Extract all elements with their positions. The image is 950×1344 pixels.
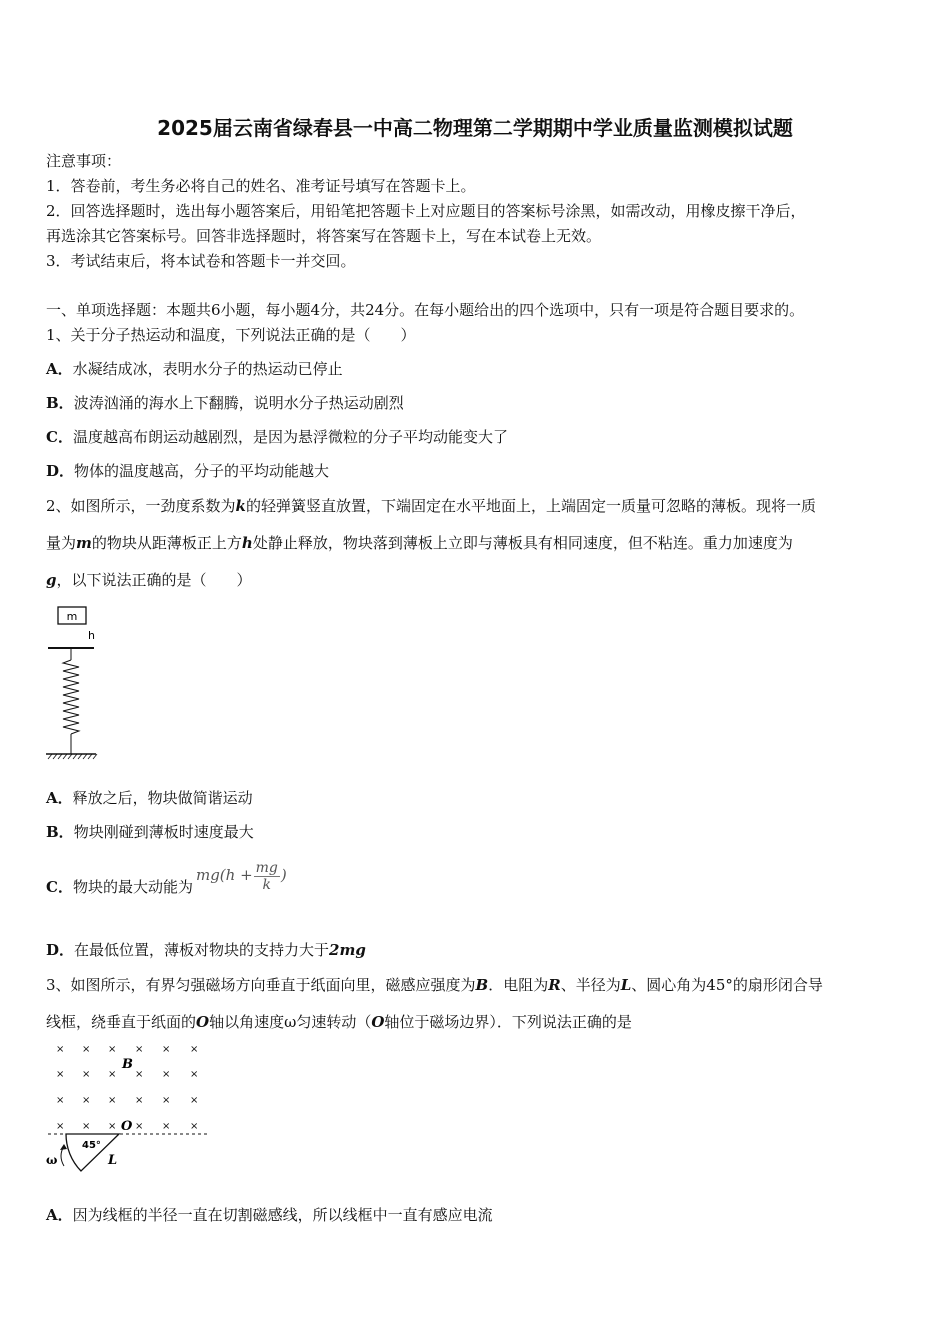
height-label: h <box>88 629 95 642</box>
stem-text: 、半径为 <box>560 976 621 994</box>
spring-coil <box>63 660 79 734</box>
question-2-option-b <box>46 822 254 842</box>
svg-text:×: × <box>108 1069 117 1080</box>
svg-text:×: × <box>108 1095 117 1106</box>
option-letter: A． <box>46 1206 73 1224</box>
option-letter: D． <box>46 462 75 480</box>
stem-text: ．电阻为 <box>488 976 549 994</box>
variable-h: h <box>241 534 253 552</box>
svg-text:×: × <box>162 1095 171 1106</box>
option-text: 波涛汹涌的海水上下翻腾，说明水分子热运动剧烈 <box>73 394 404 412</box>
answer-value: 2mg <box>329 941 366 959</box>
stem-text: 2、如图所示，一劲度系数为 <box>46 497 236 515</box>
fraction-numerator: mg <box>255 859 278 876</box>
svg-text:×: × <box>56 1044 65 1055</box>
question-3-stem-line2 <box>46 1012 632 1032</box>
variable-r: R <box>548 976 561 994</box>
spring-figure <box>44 604 104 764</box>
option-letter: B． <box>46 394 74 412</box>
magnetic-field-figure <box>44 1038 214 1173</box>
svg-text:×: × <box>190 1069 199 1080</box>
variable-o: O <box>196 1013 210 1031</box>
formula <box>195 859 287 893</box>
option-text: 水凝结成冰，表明水分子的热运动已停止 <box>72 360 343 378</box>
svg-text:×: × <box>56 1095 65 1106</box>
notice-heading: 注意事项： <box>46 152 122 170</box>
stem-text: 、圆心角为45°的扇形闭合导 <box>631 976 823 994</box>
question-1-option-d <box>46 461 329 481</box>
fraction <box>254 860 280 893</box>
svg-text:×: × <box>162 1121 171 1132</box>
axis-label-o: O <box>121 1119 133 1134</box>
notice-item: 2．回答选择题时，选出每小题答案后，用铅笔把答题卡上对应题目的答案标号涂黑，如需改动，用橡皮擦干净后， <box>46 202 806 220</box>
svg-text:×: × <box>190 1121 199 1132</box>
formula-suffix: ) <box>280 866 287 884</box>
question-1-option-b <box>46 393 404 413</box>
stem-text: 轴以角速度ω匀速转动（ <box>209 1013 372 1031</box>
option-text: 因为线框的半径一直在切割磁感线，所以线框中一直有感应电流 <box>72 1206 493 1224</box>
svg-text:×: × <box>135 1044 144 1055</box>
stem-text: 3、如图所示，有界匀强磁场方向垂直于纸面向里，磁感应强度为 <box>46 976 476 994</box>
notice-item: 再选涂其它答案标号。回答非选择题时，将答案写在答题卡上，写在本试卷上无效。 <box>46 227 602 245</box>
question-2-stem-line1 <box>46 496 816 516</box>
svg-text:×: × <box>108 1121 117 1132</box>
svg-text:×: × <box>56 1121 65 1132</box>
mass-label: m <box>66 610 78 623</box>
question-2-stem-line2 <box>46 533 793 553</box>
stem-text: 轴位于磁场边界）．下列说法正确的是 <box>384 1013 632 1031</box>
question-2-option-c <box>46 859 287 910</box>
option-letter: B． <box>46 823 74 841</box>
svg-text:×: × <box>135 1069 144 1080</box>
option-letter: C． <box>46 428 73 446</box>
variable-k: k <box>235 497 246 515</box>
notice-item: 3．考试结束后，将本试卷和答题卡一并交回。 <box>46 252 356 270</box>
svg-text:×: × <box>82 1044 91 1055</box>
option-text: 释放之后，物块做简谐运动 <box>72 789 253 807</box>
question-2-option-d <box>46 940 366 960</box>
svg-text:×: × <box>162 1044 171 1055</box>
question-2-stem-line3 <box>46 570 252 590</box>
rotation-arrow-head <box>60 1144 67 1150</box>
section-heading: 一、单项选择题：本题共6小题，每小题4分，共24分。在每小题给出的四个选项中，只有一项是符合题目要求的。 <box>46 301 805 319</box>
svg-text:×: × <box>82 1069 91 1080</box>
variable-o: O <box>371 1013 385 1031</box>
variable-b: B <box>475 976 489 994</box>
option-text: 物体的温度越高，分子的平均动能越大 <box>74 462 330 480</box>
option-text: 物块的最大动能为 <box>72 878 193 896</box>
svg-text:×: × <box>56 1069 65 1080</box>
svg-text:×: × <box>135 1095 144 1106</box>
question-1-stem: 1、关于分子热运动和温度，下列说法正确的是（ ） <box>46 326 416 344</box>
stem-text: 线框，绕垂直于纸面的 <box>46 1013 197 1031</box>
svg-text:×: × <box>162 1069 171 1080</box>
option-text: 物块刚碰到薄板时速度最大 <box>73 823 254 841</box>
svg-text:×: × <box>108 1044 117 1055</box>
svg-text:×: × <box>190 1044 199 1055</box>
variable-l: L <box>620 976 632 994</box>
svg-text:×: × <box>190 1095 199 1106</box>
question-3-stem-line1 <box>46 975 823 995</box>
stem-text: 量为 <box>46 534 77 552</box>
stem-text: 的轻弹簧竖直放置，下端固定在水平地面上，上端固定一质量可忽略的薄板。现将一质 <box>245 497 816 515</box>
stem-text: 处静止释放，物块落到薄板上立即与薄板具有相同速度，但不粘连。重力加速度为 <box>252 534 793 552</box>
fraction-denominator: k <box>262 876 272 893</box>
formula-prefix: mg(h + <box>195 866 253 884</box>
stem-text: 的物块从距薄板正上方 <box>91 534 242 552</box>
stem-text: ，以下说法正确的是（ ） <box>56 571 252 589</box>
question-1-option-a <box>46 359 343 379</box>
variable-g: g <box>46 571 57 589</box>
notice-item: 1．答卷前，考生务必将自己的姓名、准考证号填写在答题卡上。 <box>46 177 476 195</box>
svg-text:×: × <box>82 1095 91 1106</box>
radius-label-l: L <box>108 1153 118 1168</box>
option-letter: A． <box>46 360 73 378</box>
svg-text:×: × <box>135 1121 144 1132</box>
variable-m: m <box>76 534 92 552</box>
option-letter: C． <box>46 878 73 896</box>
page-title: 2025届云南省绿春县一中高二物理第二学期期中学业质量监测模拟试题 <box>157 116 793 140</box>
option-text: 温度越高布朗运动越剧烈，是因为悬浮微粒的分子平均动能变大了 <box>72 428 508 446</box>
svg-text:×: × <box>82 1121 91 1132</box>
field-label-b: B <box>122 1057 133 1072</box>
option-letter: D． <box>46 941 75 959</box>
omega-label: ω <box>46 1153 58 1167</box>
question-1-option-c <box>46 427 508 447</box>
question-3-option-a <box>46 1205 493 1225</box>
question-2-option-a <box>46 788 253 808</box>
option-letter: A． <box>46 789 73 807</box>
angle-label: 45° <box>82 1140 101 1151</box>
option-text: 在最低位置，薄板对物块的支持力大于 <box>74 941 330 959</box>
